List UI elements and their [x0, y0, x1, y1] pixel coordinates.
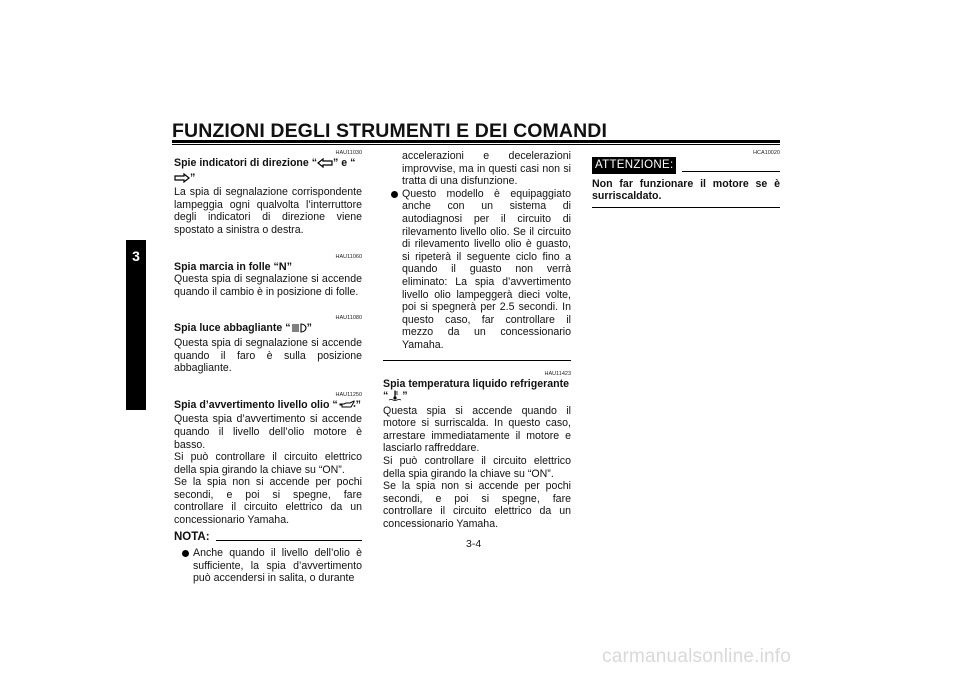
note-header — [174, 531, 362, 544]
ref-code: HAU11250 — [335, 391, 362, 398]
coolant-temp-icon — [388, 390, 402, 405]
caution-text: Non far funzionare il motore se è surriscaldato. — [592, 177, 780, 203]
note-end-rule — [383, 360, 571, 361]
section-title: Spia luce abbagliante “ ” — [174, 322, 362, 337]
ref-code: HCA10020 — [753, 150, 780, 156]
section-body: Questa spia di segnalazione si accende quando il faro è sulla posizione abbagliante. — [174, 336, 362, 375]
section-oil-level — [174, 392, 362, 527]
section-turn-signal — [174, 150, 362, 237]
section-body: Questa spia d’avvertimento si accende quando il livello dell’olio motore è basso. — [174, 413, 362, 451]
section-body: Se la spia non si accende per pochi secondi, e poi si spegne, fare controllare il circuito elettrico da un concessionario Yamaha. — [383, 480, 571, 531]
section-body: Questa spia si accende quando il motore si surriscalda. In questo caso, arrestare immediatamente il motore e lasciarlo raffreddare. — [383, 404, 571, 455]
turn-left-icon — [317, 158, 333, 172]
ref-code: HAU11060 — [335, 253, 362, 260]
oil-can-icon — [338, 400, 356, 414]
list-item: Questo modello è equipaggiato anche con un sistema di autodiagnosi per il circuito di rilevamento livello olio. Se il circuito di rilevamento livello olio è guasto, si ripeterà il seguente ciclo fino a quando il guasto non verrà eliminato: La spia d’avvertimento livello olio lampeggerà dieci volte, poi si spegnerà per 2.5 secondi. In questo caso, far controllare il mezzo da un concessionario Yamaha. — [383, 188, 571, 352]
section-high-beam — [174, 315, 362, 374]
section-neutral — [174, 254, 362, 299]
note-list — [174, 547, 362, 585]
section-title: Spia d’avvertimento livello olio “ ” — [174, 399, 362, 414]
note-rule — [216, 540, 362, 541]
list-item: Anche quando il livello dell’olio è sufficiente, la spia d’avvertimento può accendersi in salita, o durante — [174, 547, 362, 585]
ref-code: HAU11423 — [544, 370, 571, 377]
column-middle — [383, 150, 571, 548]
header-rule — [172, 140, 780, 145]
section-title-symbol: “ ” — [383, 390, 571, 405]
ref-code: HAU11030 — [335, 150, 362, 156]
note-label: NOTA: — [174, 530, 210, 543]
column-left — [174, 150, 362, 585]
section-title: Spia temperatura liquido refrigerante — [383, 377, 570, 390]
caution-end-rule — [592, 207, 780, 208]
caution-header — [592, 157, 780, 174]
section-title: Spia marcia in folle “N” — [174, 260, 293, 273]
section-title: Spie indicatori di direzione “ ” e “” — [174, 157, 362, 186]
section-body: Questa spia di segnalazione si accende quando il cambio è in posizione di folle. — [174, 273, 362, 298]
list-item-continuation: accelerazioni e decelerazioni improvvise, ma in questi casi non si tratta di una disfunzione. — [402, 150, 571, 188]
section-body: Si può controllare il circuito elettrico della spia girando la chiave su “ON”. — [174, 451, 362, 476]
page-number: 3-4 — [466, 538, 482, 550]
page-title: FUNZIONI DEGLI STRUMENTI E DEI COMANDI — [172, 120, 607, 142]
section-body: Si può controllare il circuito elettrico della spia girando la chiave su “ON”. — [383, 455, 571, 480]
section-coolant-temp — [383, 371, 571, 531]
neutral-symbol: N — [278, 260, 287, 273]
note-list — [383, 188, 571, 352]
ref-code: HAU11080 — [335, 315, 362, 322]
caution-rule — [682, 171, 780, 172]
chapter-tab: 3 — [126, 240, 146, 410]
section-body: Se la spia non si accende per pochi secondi, e poi si spegne, fare controllare il circuito elettrico da un concessionario Yamaha. — [174, 476, 362, 527]
column-right — [592, 150, 780, 208]
turn-right-icon — [174, 173, 190, 187]
caution-label: ATTENZIONE: — [592, 157, 676, 174]
watermark: carmanualsonline.info — [602, 646, 792, 667]
high-beam-icon — [291, 323, 307, 337]
section-body: La spia di segnalazione corrispondente lampeggia ogni qualvolta l’interruttore degli indicatori di direzione viene spostato a sinistra o destra. — [174, 186, 362, 236]
